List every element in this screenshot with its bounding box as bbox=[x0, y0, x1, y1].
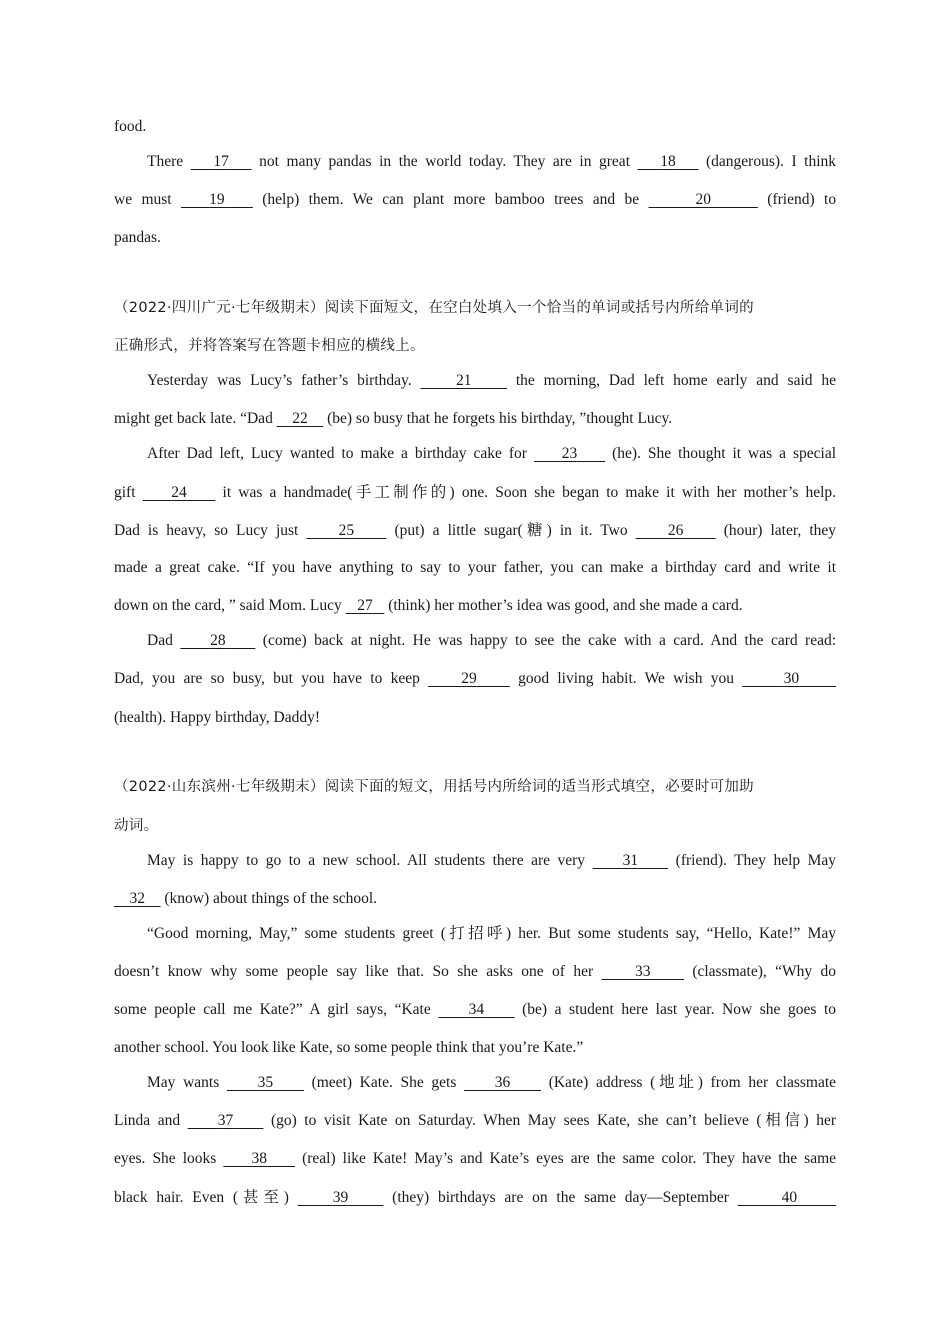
blank-27[interactable]: 27 bbox=[357, 597, 373, 614]
blank-30[interactable]: 30 bbox=[783, 670, 800, 687]
blank-26[interactable]: 26 bbox=[667, 522, 684, 539]
passage2-line-9: Dad, you are so busy, but you have to keep 29 good living habit. We wish you 30 bbox=[114, 669, 836, 689]
passage2-header-1: （2022·四川广元·七年级期末）阅读下面短文，在空白处填入一个恰当的单词或括号内所给单词的 bbox=[114, 300, 754, 316]
blank-40[interactable]: 40 bbox=[781, 1189, 798, 1206]
passage3-header-1: （2022·山东滨州·七年级期末）阅读下面的短文，用括号内所给词的适当形式填空，必要时可加助 bbox=[114, 779, 754, 795]
passage3-line-4: doesn’t know why some people say like that. So she asks one of her 33 (classmate), “Why do bbox=[114, 963, 837, 980]
passage1-line-1: There 17 not many pandas in the world today. They are in great 18 (dangerous). I think bbox=[147, 153, 837, 170]
blank-28[interactable]: 28 bbox=[210, 632, 226, 649]
passage3-line-1: May is happy to go to a new school. All students there are very 31 (friend). They help May bbox=[147, 852, 837, 869]
passage2-header-2: 正确形式，并将答案写在答题卡相应的横线上。 bbox=[114, 338, 425, 354]
passage2-line-8: Dad 28 (come) back at night. He was happy to see the cake with a card. And the card read: bbox=[147, 632, 837, 649]
passage1-line-3: pandas. bbox=[114, 229, 161, 246]
passage3-line-10: black hair. Even (甚至) 39 (they) birthdays are on the same day—September 40 bbox=[114, 1188, 836, 1208]
blank-23[interactable]: 23 bbox=[561, 445, 578, 462]
blank-39[interactable]: 39 bbox=[332, 1189, 349, 1206]
blank-17[interactable]: 17 bbox=[213, 153, 229, 170]
passage2-line-1: Yesterday was Lucy’s father’s birthday. 21 the morning, Dad left home early and said he bbox=[147, 372, 837, 389]
passage3-line-7: May wants 35 (meet) Kate. She gets 36 (Kate) address (地址) from her classmate bbox=[147, 1074, 837, 1091]
passage3-line-3: “Good morning, May,” some students greet (打招呼) her. But some students say, “Hello, Kate!” May bbox=[147, 925, 836, 942]
blank-18[interactable]: 18 bbox=[660, 153, 676, 170]
passage1-line-2: we must 19 (help) them. We can plant more bamboo trees and be 20 (friend) to bbox=[114, 191, 837, 208]
blank-32[interactable]: 32 bbox=[129, 890, 145, 907]
blank-19[interactable]: 19 bbox=[209, 191, 225, 208]
passage2-line-5: Dad is heavy, so Lucy just 25 (put) a little sugar(糖) in it. Two 26 (hour) later, they bbox=[114, 522, 837, 539]
blank-31[interactable]: 31 bbox=[622, 852, 639, 869]
passage2-line-6: made a great cake. “If you have anything to say to your father, you can make a birthday card and write it bbox=[114, 559, 836, 576]
blank-29[interactable]: 29 bbox=[461, 670, 477, 687]
passage2-line-10: (health). Happy birthday, Daddy! bbox=[114, 709, 321, 726]
passage3-line-9: eyes. She looks 38 (real) like Kate! May’s and Kate’s eyes are the same color. They have the same bbox=[114, 1150, 837, 1167]
blank-20[interactable]: 20 bbox=[695, 191, 711, 208]
blank-24[interactable]: 24 bbox=[171, 484, 187, 501]
passage2-line-7: down on the card, ” said Mom. Lucy 27 (think) her mother’s idea was good, and she made a card. bbox=[114, 597, 743, 614]
blank-33[interactable]: 33 bbox=[634, 963, 651, 980]
passage3-line-6: another school. You look like Kate, so some people think that you’re Kate.” bbox=[114, 1039, 584, 1056]
passage2-line-2: might get back late. “Dad 22 (be) so busy that he forgets his birthday, ”thought Lucy. bbox=[114, 410, 673, 427]
passage3-line-8: Linda and 37 (go) to visit Kate on Saturday. When May sees Kate, she can’t believe (相信) her bbox=[114, 1112, 837, 1129]
blank-25[interactable]: 25 bbox=[338, 522, 355, 539]
blank-38[interactable]: 38 bbox=[251, 1150, 267, 1167]
blank-37[interactable]: 37 bbox=[217, 1112, 234, 1129]
blank-22[interactable]: 22 bbox=[292, 410, 308, 427]
passage2-line-4: gift 24 it was a handmade(手工制作的) one. Soon she began to make it with her mother’s help. bbox=[114, 484, 837, 501]
passage2-line-3: After Dad left, Lucy wanted to make a birthday cake for 23 (he). She thought it was a special bbox=[147, 445, 837, 462]
blank-21[interactable]: 21 bbox=[455, 372, 472, 389]
blank-34[interactable]: 34 bbox=[468, 1001, 485, 1018]
passage3-line-5: some people call me Kate?” A girl says, “Kate 34 (be) a student here last year. Now she goes to bbox=[114, 1001, 837, 1018]
passage3-line-2: 32 (know) about things of the school. bbox=[114, 889, 836, 909]
blank-35[interactable]: 35 bbox=[257, 1074, 274, 1091]
passage3-header-2: 动词。 bbox=[114, 818, 159, 834]
blank-36[interactable]: 36 bbox=[494, 1074, 511, 1091]
passage1-line-0: food. bbox=[114, 118, 147, 135]
